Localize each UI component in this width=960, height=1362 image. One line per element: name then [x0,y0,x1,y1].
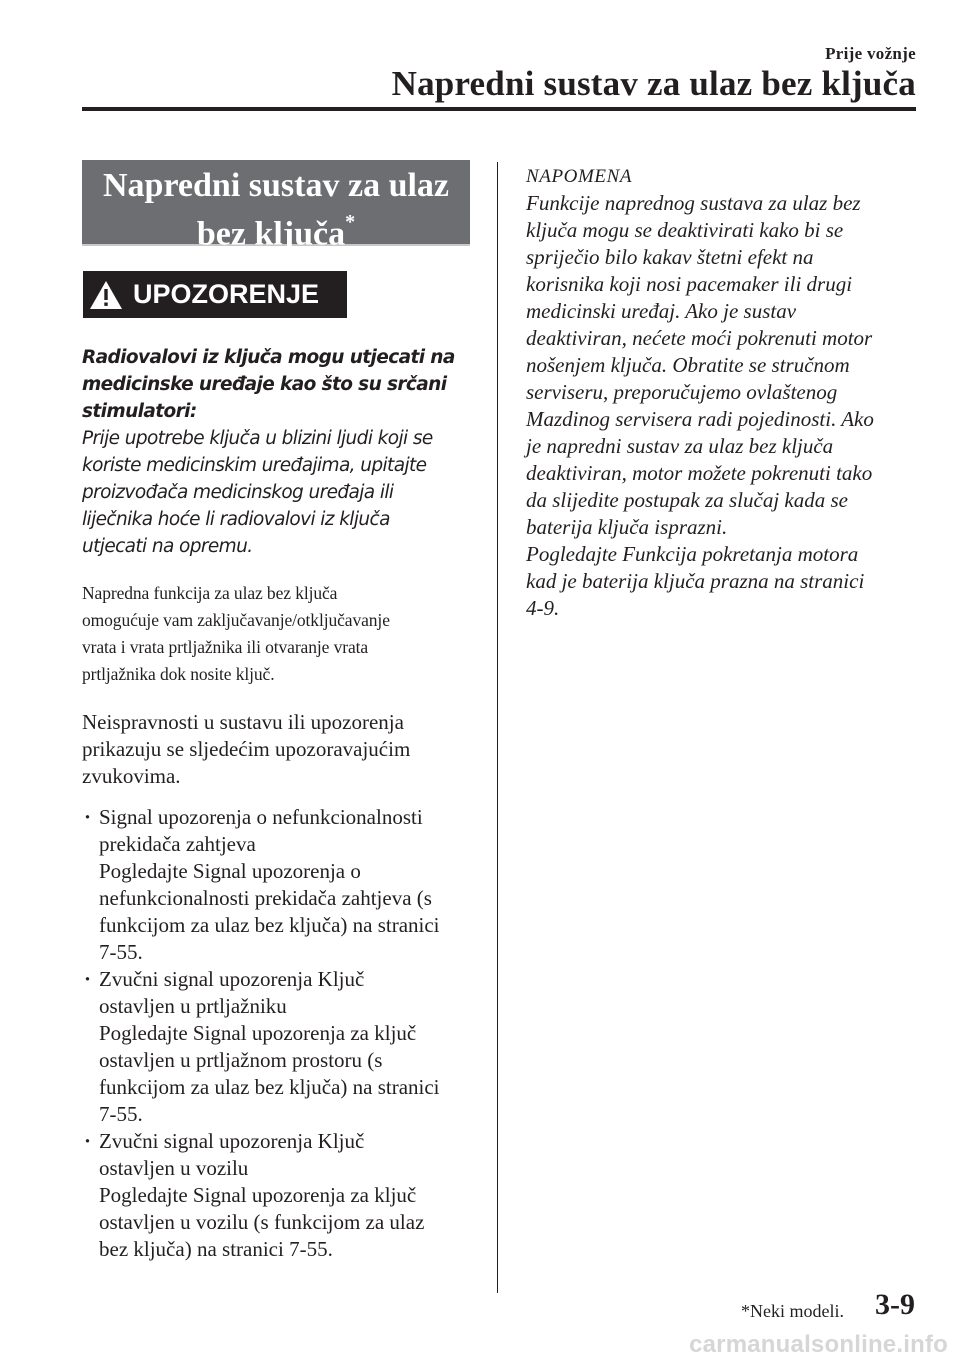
note-line: korisnika koji nosi pacemaker ili drugi [526,272,853,296]
section-title-line1: Napredni sustav za ulaz [102,167,450,204]
note-line: spriječio bilo kakav štetni efekt na [526,245,814,269]
intro-line: Napredna funkcija za ulaz bez ključa [82,583,338,603]
section-title-line2: bez ključa* [196,211,356,253]
body-line: Neispravnosti u sustavu ili upozorenja [82,710,404,734]
note-line: je napredni sustav za ulaz bez ključa [526,434,834,458]
list-item-line: funkcijom za ulaz bez ključa) na stranici [99,913,440,937]
intro-paragraph [82,580,472,688]
warning-heading-line: stimulatori: [82,401,197,422]
list-item-line: Pogledajte Signal upozorenja za ključ [99,1021,417,1045]
list-item-line: Pogledajte Signal upozorenja za ključ [99,1183,417,1207]
list-item-line: ostavljen u prtljažnom prostoru (s [99,1048,383,1072]
note-line: medicinski uređaj. Ako je sustav [526,299,797,323]
note-line: deaktiviran, motor možete pokrenuti tako [526,461,873,485]
bullet-dot: · [84,1129,92,1153]
watermark: carmanualsonline.info [689,1331,948,1358]
warning-heading-line: medicinske uređaje kao što su srčani [82,374,447,395]
left-column [82,160,472,1263]
list-item [82,1128,472,1263]
warning-text-line: Prije upotrebe ključa u blizini ljudi koji se [82,428,433,449]
list-item-line: Zvučni signal upozorenja Ključ [99,967,365,991]
asterisk-mark: * [345,211,356,233]
list-item-line: funkcijom za ulaz bez ključa) na stranici [99,1075,440,1099]
list-item-line: 7-55. [99,940,143,964]
footnote: *Neki modeli. [741,1301,844,1321]
column-divider [497,162,498,1293]
list-item-line: 7-55. [99,1102,143,1126]
warning-text-line: proizvođača medicinskog uređaja ili [82,482,394,503]
note-line: Mazdinog servisera radi pojedinosti. Ako [526,407,874,431]
right-column [526,163,916,622]
warning-triangle-icon [89,280,123,310]
running-header-title: Napredni sustav za ulaz bez ključa [391,64,916,103]
body-line: prikazuju se sljedećim upozoravajućim [82,737,411,761]
list-item [82,966,472,1128]
warning-label: UPOZORENJE [133,279,320,309]
note-line: deaktiviran, nećete moći pokrenuti motor [526,326,873,350]
warning-text-line: koriste medicinskim uređajima, upitajte [82,455,427,476]
note-heading: NAPOMENA [526,166,633,187]
note-text [526,190,916,622]
note-line: da slijedite postupak za slučaj kada se [526,488,848,512]
list-item [82,804,472,966]
intro-line: vrata i vrata prtljažnika ili otvaranje vrata [82,637,369,657]
body-paragraph [82,709,472,790]
list-item-line: Signal upozorenja o nefunkcionalnosti [99,805,423,829]
note-line: Pogledajte Funkcija pokretanja motora [526,542,859,566]
note-line: nošenjem ključa. Obratite se stručnom [526,353,850,377]
running-header-section: Prije vožnje [825,44,916,63]
list-item-line: Zvučni signal upozorenja Ključ [99,1129,365,1153]
bullet-dot: · [84,805,92,829]
list-item-line: ostavljen u vozilu (s funkcijom za ulaz [99,1210,425,1234]
note-line: kad je baterija ključa prazna na stranici [526,569,865,593]
list-item-line: prekidača zahtjeva [99,832,256,856]
list-item-line: ostavljen u vozilu [99,1156,249,1180]
note-line: 4-9. [526,596,560,620]
list-item-line: ostavljen u prtljažniku [99,994,287,1018]
section-title-box [82,160,470,253]
note-line: serviseru, preporučujemo ovlaštenog [526,380,838,404]
warning-badge [83,271,347,318]
bullet-list [82,804,472,1263]
header-rule [82,107,916,111]
intro-line: omogućuje vam zaključavanje/otključavanje [82,610,390,630]
warning-text-line: utjecati na opremu. [82,536,253,557]
bullet-dot: · [84,967,92,991]
page-number: 3-9 [875,1288,915,1321]
note-line: ključa mogu se deaktivirati kako bi se [526,218,844,242]
list-item-line: bez ključa) na stranici 7-55. [99,1237,333,1261]
note-line: Funkcije naprednog sustava za ulaz bez [526,191,861,215]
warning-heading [82,344,472,425]
body-line: zvukovima. [82,764,181,788]
intro-line: prtljažnika dok nosite ključ. [82,664,275,684]
note-line: baterija ključa isprazni. [526,515,728,539]
list-item-line: Pogledajte Signal upozorenja o [99,859,361,883]
warning-heading-line: Radiovalovi iz ključa mogu utjecati na [82,347,455,368]
list-item-line: nefunkcionalnosti prekidača zahtjeva (s [99,886,432,910]
warning-text-line: liječnika hoće li radiovalovi iz ključa [82,509,390,530]
warning-text [82,425,472,560]
